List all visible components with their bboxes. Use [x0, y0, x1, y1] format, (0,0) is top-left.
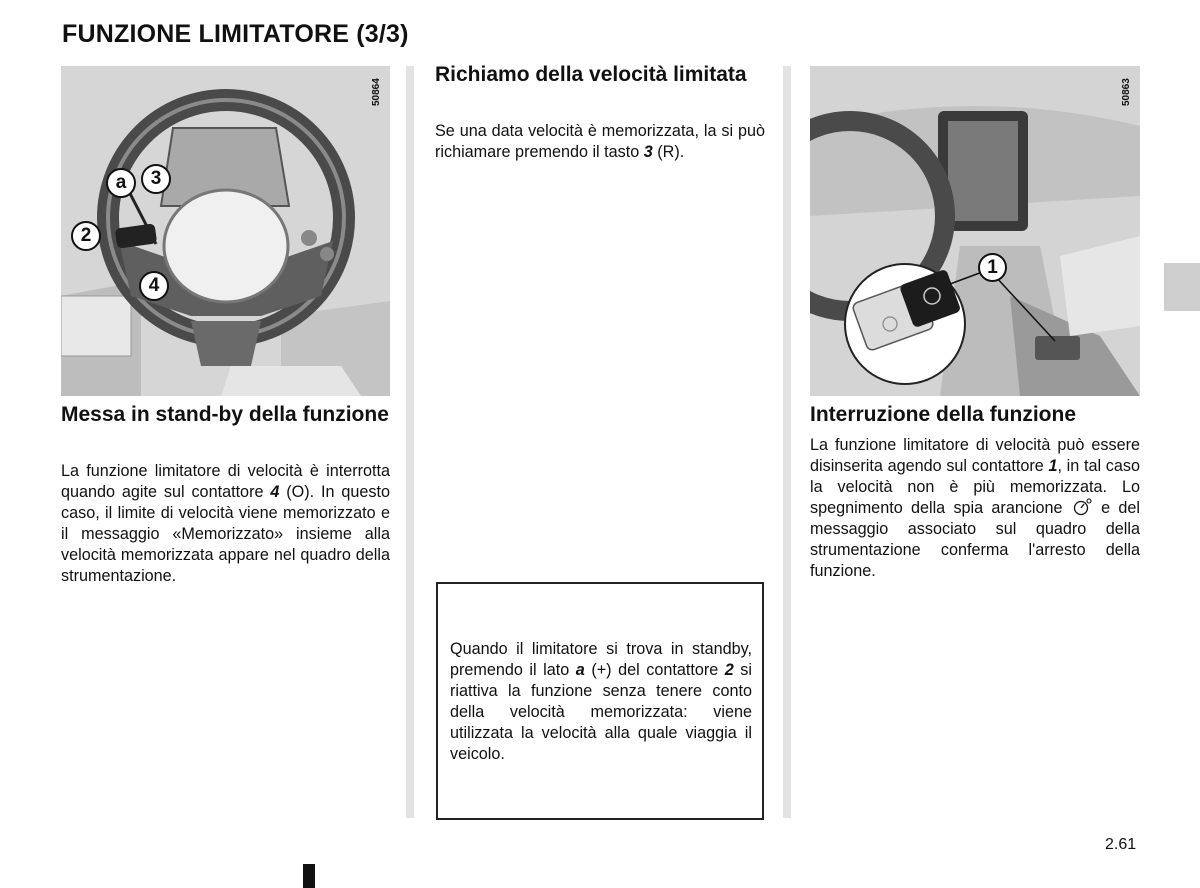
recall-heading: Richiamo della velocità limitata [435, 63, 747, 86]
standby-heading: Messa in stand-by della funzione [61, 403, 389, 426]
callout-a: a [106, 168, 136, 198]
recall-text-part: Se una data velocità è memorizzata, la si può richiamare premendo il tasto [435, 122, 765, 161]
section-thumb-tab [1164, 263, 1200, 311]
steering-wheel-drawing [61, 66, 390, 396]
note-box [436, 582, 764, 820]
console-illustration [810, 66, 1140, 396]
callout-1: 1 [978, 253, 1007, 282]
note-text [450, 639, 752, 765]
print-mark [303, 864, 315, 888]
ref-3: 3 [643, 143, 653, 161]
page-title: FUNZIONE LIMITATORE (3/3) [62, 20, 409, 48]
console-drawing [810, 66, 1140, 396]
note-text-part: (+) del contattore [584, 661, 725, 679]
steering-wheel-illustration [61, 66, 390, 396]
ref-1: 1 [1048, 457, 1058, 475]
recall-text-part: (R). [652, 143, 685, 161]
column-divider-right [783, 66, 791, 818]
standby-text-part: (O). In questo caso, il limite di velocità viene memorizzato e il messaggio «Memorizzato» insieme alla velocità memorizzata appare nel quadro della strumentazione. [61, 483, 391, 585]
stop-text-part: La funzione limitatore di velocità può essere disinserita agendo sul contattore [810, 436, 1140, 475]
callout-2: 2 [71, 221, 101, 251]
ref-a: a [575, 661, 585, 679]
speed-limiter-warning-icon [1071, 498, 1093, 516]
column-divider-left [406, 66, 414, 818]
ref-4: 4 [270, 483, 280, 501]
left-image-code: 50864 [371, 78, 382, 106]
callout-4: 4 [139, 271, 169, 301]
callout-3: 3 [141, 164, 171, 194]
right-image-code: 50863 [1121, 78, 1132, 106]
standby-text [61, 461, 390, 587]
standby-text-part: La funzione limitatore di velocità è interrotta quando agite sul contattore [61, 462, 390, 501]
stop-text-part: , in tal caso la velocità non è più memorizzata. Lo spegnimento della spia arancione [810, 457, 1140, 517]
stop-heading: Interruzione della funzione [810, 403, 1077, 426]
stop-text [810, 435, 1140, 582]
note-text-part: si riattiva la funzione senza tenere conto della velocità memorizzata: viene utilizzata la velocità alla quale viaggia il veicolo. [450, 661, 752, 763]
ref-2: 2 [724, 661, 734, 679]
stop-text-part: e del messaggio associato sul quadro della strumentazione conferma l'arresto della funzione. [810, 499, 1140, 580]
note-text-part: Quando il limitatore si trova in standby, premendo il lato [450, 640, 752, 679]
page-number: 2.61 [1105, 836, 1137, 853]
recall-text [435, 121, 765, 163]
